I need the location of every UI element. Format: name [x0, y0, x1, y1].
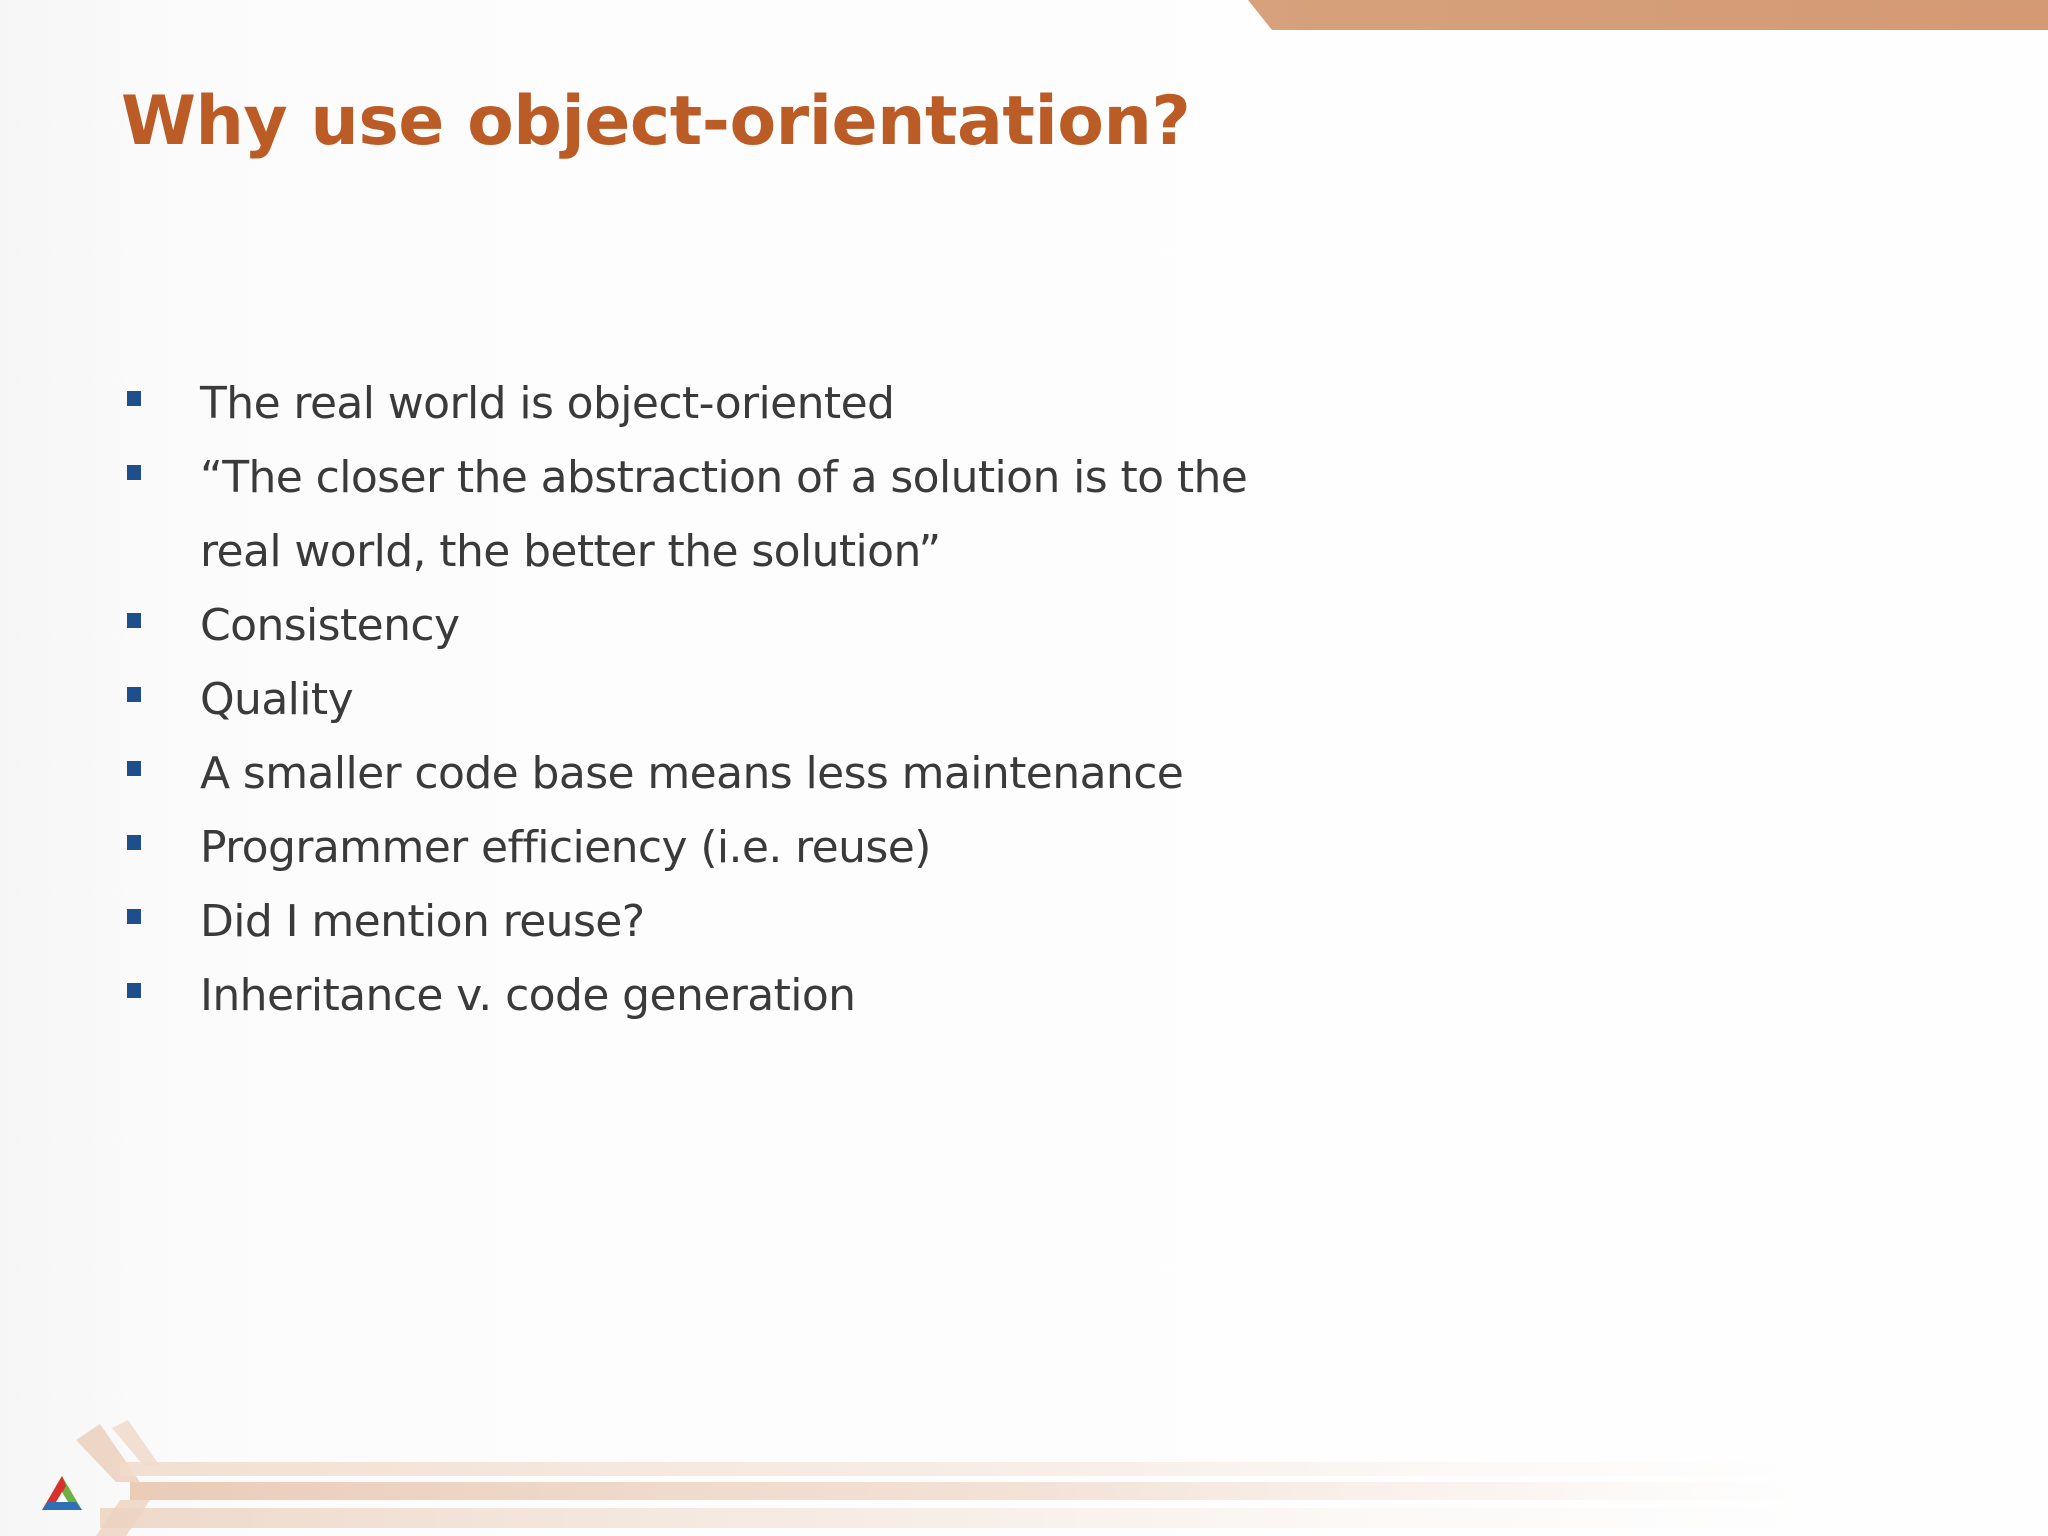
bullet-text: real world, the better the solution” — [200, 526, 941, 577]
bullet-text: “The closer the abstraction of a solution is to the — [200, 452, 1248, 503]
square-bullet-icon — [127, 465, 141, 480]
bullet-text: Inheritance v. code generation — [200, 970, 856, 1021]
bullet-text: Consistency — [200, 600, 460, 651]
bullet-text: A smaller code base means less maintenance — [200, 748, 1184, 799]
square-bullet-icon — [127, 909, 141, 924]
square-bullet-icon — [127, 761, 141, 776]
square-bullet-icon — [127, 983, 141, 998]
bullet-text: The real world is object-oriented — [200, 378, 895, 429]
bullet-text: Quality — [200, 674, 354, 725]
bullet-text: Programmer efficiency (i.e. reuse) — [200, 822, 931, 873]
square-bullet-icon — [127, 613, 141, 628]
bullet-text: Did I mention reuse? — [200, 896, 645, 947]
logo-icon — [42, 1476, 82, 1510]
slide-title: Why use object-orientation? — [121, 82, 1191, 161]
bottom-decoration — [0, 1400, 2048, 1536]
square-bullet-icon — [127, 835, 141, 850]
square-bullet-icon — [127, 687, 141, 702]
square-bullet-icon — [127, 391, 141, 406]
